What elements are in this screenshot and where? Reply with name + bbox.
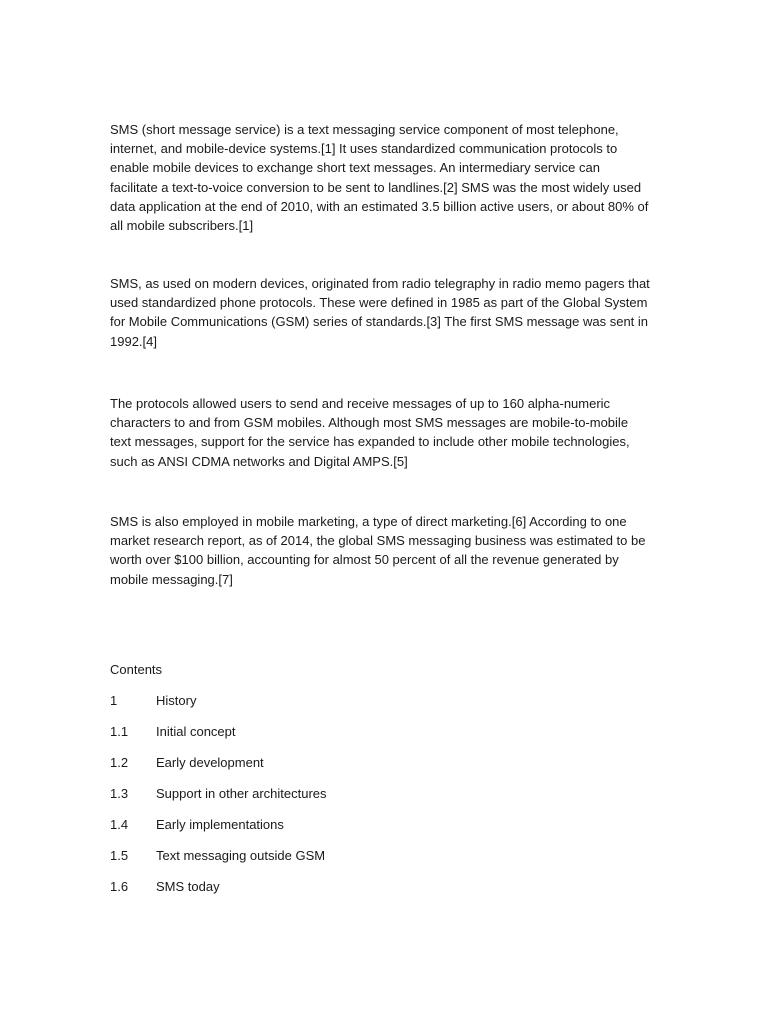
toc-number: 1 (110, 693, 118, 708)
toc-number: 1.4 (110, 817, 129, 832)
toc-label: Text messaging outside GSM (156, 848, 326, 863)
toc-item-early-implementations (110, 816, 327, 847)
contents-heading: Contents (110, 662, 163, 677)
toc-label: Early implementations (156, 817, 284, 832)
toc-number: 1.3 (110, 786, 129, 801)
toc-number: 1.5 (110, 848, 129, 863)
toc-label: Support in other architectures (156, 786, 327, 801)
table-of-contents (110, 692, 327, 909)
toc-label: Initial concept (156, 724, 236, 739)
toc-number: 1.2 (110, 755, 129, 770)
toc-item-sms-today (110, 878, 327, 909)
toc-number: 1.1 (110, 724, 129, 739)
toc-label: History (156, 693, 197, 708)
toc-item-early-development (110, 754, 327, 785)
toc-number: 1.6 (110, 879, 129, 894)
paragraph-marketing: SMS is also employed in mobile marketing, a type of direct marketing.[6] According to one market research report, as of 2014, the global SMS messaging business was estimated to be worth over $100 billion, accounting for almost 50 percent of all the revenue generated by mobile messaging.[7] (110, 514, 646, 587)
toc-item-text-messaging-outside-gsm (110, 847, 327, 878)
toc-item-history (110, 692, 327, 723)
paragraph-intro: SMS (short message service) is a text messaging service component of most telephone, internet, and mobile-device systems.[1] It uses standardized communication protocols to enable mobile devices to exchange short text messages. An intermediary service can facilitate a text-to-voice conversion to be sent to landlines.[2] SMS was the most widely used data application at the end of 2010, with an estimated 3.5 billion active users, or about 80% of all mobile subscribers.[1] (110, 122, 649, 234)
paragraph-protocols: The protocols allowed users to send and receive messages of up to 160 alpha-numeric characters to and from GSM mobiles. Although most SMS messages are mobile-to-mobile text messages, support for the service has expanded to include other mobile technologies, such as ANSI CDMA networks and Digital AMPS.[5] (110, 396, 630, 469)
paragraph-origin: SMS, as used on modern devices, originated from radio telegraphy in radio memo pagers that used standardized phone protocols. These were defined in 1985 as part of the Global System for Mobile Communications (GSM) series of standards.[3] The first SMS message was sent in 1992.[4] (110, 276, 650, 349)
toc-label: Early development (156, 755, 264, 770)
toc-item-initial-concept (110, 723, 327, 754)
toc-item-support-other-architectures (110, 785, 327, 816)
toc-label: SMS today (156, 879, 220, 894)
